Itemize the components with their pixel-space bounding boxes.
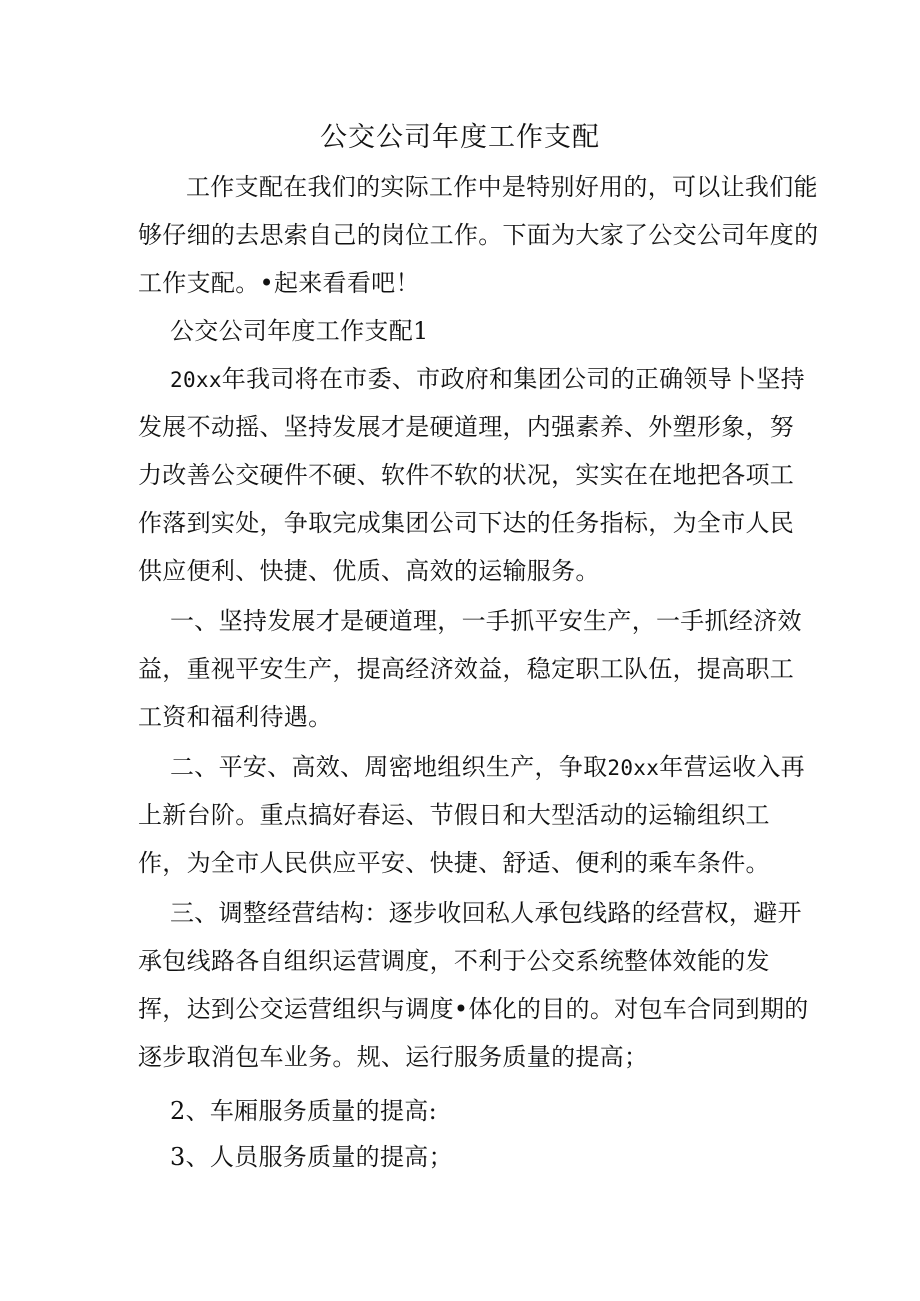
paragraph-4-line-1: 三、调整经营结构：逐步收回私人承包线路的经营权，避开 [170, 899, 802, 927]
paragraph-1-line-3: 力改善公交硬件不硬、软件不软的状况，实实在在地把各项工 [138, 461, 795, 489]
paragraph-1-line-5: 供应便利、快捷、优质、高效的运输服务。 [138, 557, 600, 585]
intro-line-2: 够仔细的去思索自己的岗位工作。下面为大家了公交公司年度的 [138, 221, 819, 249]
year-placeholder: 20xx [607, 756, 660, 780]
page-title: 公交公司年度工作支配 [320, 122, 600, 153]
paragraph-3-line-2: 上新台阶。重点搞好春运、节假日和大型活动的运输组织工 [138, 801, 770, 829]
paragraph-4-line-3: 挥，达到公交运营组织与调度•体化的目的。对包车合同到期的 [138, 995, 809, 1023]
paragraph-3-line-3: 作，为全市人民供应平安、快捷、舒适、便利的乘车条件。 [138, 849, 770, 877]
paragraph-1-line-4: 作落到实处，争取完成集团公司下达的任务指标，为全市人民 [138, 509, 795, 537]
paragraph-2-line-3: 工资和福利待遇。 [138, 703, 333, 731]
intro-line-3: 工作支配。•起来看看吧！ [138, 269, 420, 297]
paragraph-2-line-1: 一、坚持发展才是硬道理，一手抓平安生产，一手抓经济效 [170, 607, 802, 635]
paragraph-1-lead-text: 年我司将在市委、市政府和集团公司的正确领导卜坚持 [221, 365, 805, 393]
paragraph-4-line-4: 逐步取消包车业务。规、运行服务质量的提高； [138, 1043, 649, 1071]
paragraph-3-text-b: 年营运收入再 [659, 753, 805, 781]
paragraph-4-line-2: 承包线路各自组织运营调度，不利于公交系统整体效能的发 [138, 947, 770, 975]
paragraph-1-line-1 [170, 362, 805, 397]
paragraph-1-line-2: 发展不动摇、坚持发展才是硬道理，内强素养、外塑形象，努 [138, 413, 795, 441]
list-item: 2、车厢服务质量的提高: [170, 1097, 437, 1125]
intro-line-1: 工作支配在我们的实际工作中是特别好用的，可以让我们能 [186, 173, 818, 201]
section-heading: 公交公司年度工作支配1 [170, 317, 429, 345]
list-item: 3、人员服务质量的提高； [170, 1143, 453, 1171]
paragraph-2-line-2: 益，重视平安生产，提高经济效益，稳定职工队伍，提高职工 [138, 655, 795, 683]
year-placeholder: 20xx [170, 368, 222, 392]
paragraph-3-text-a: 二、平安、高效、周密地组织生产，争取 [170, 753, 608, 781]
paragraph-3-line-1 [170, 750, 805, 785]
